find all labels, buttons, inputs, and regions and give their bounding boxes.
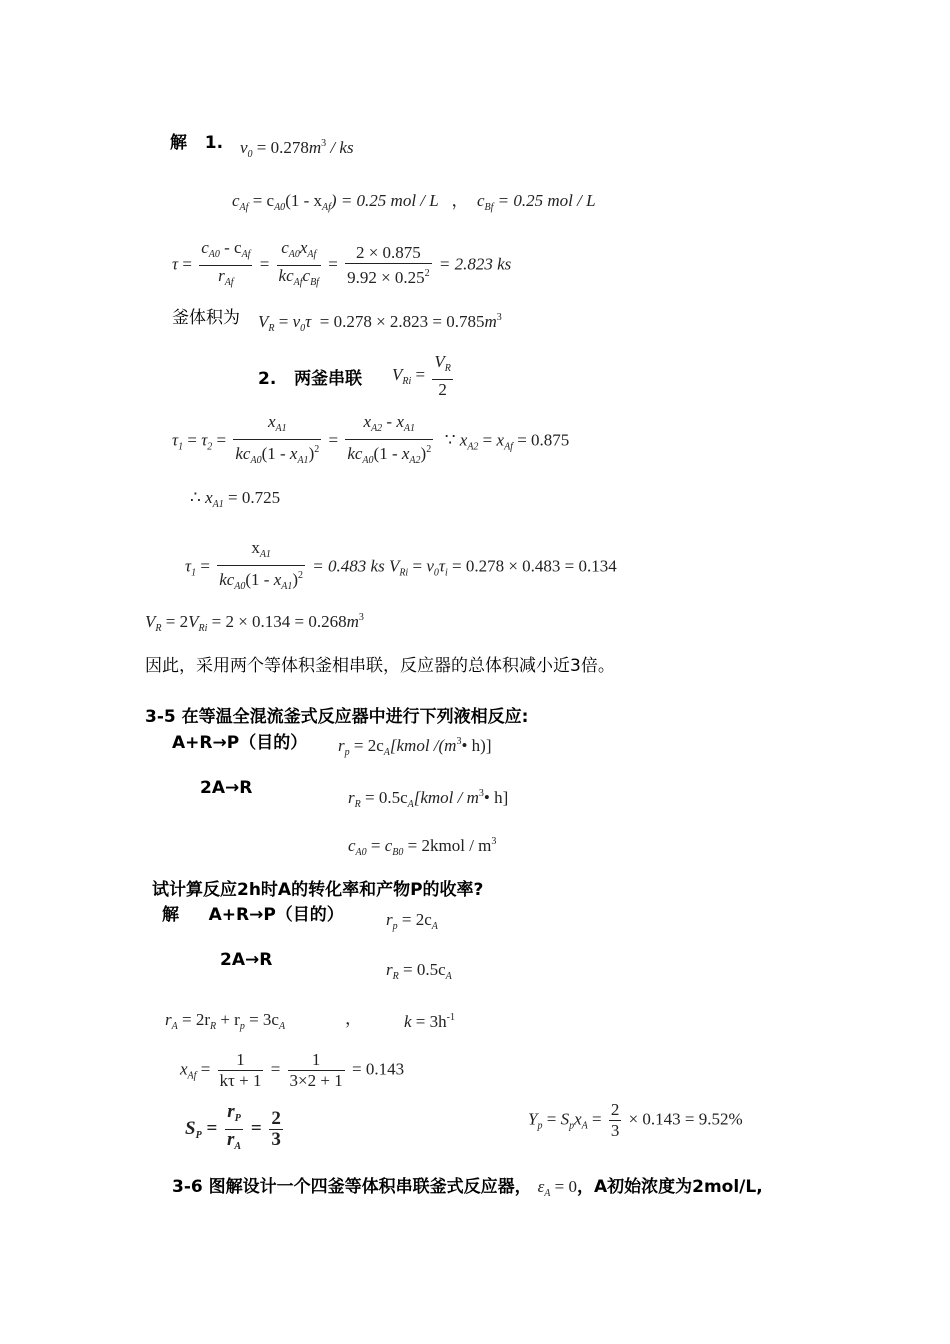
yp-num: 2 (610, 1100, 620, 1119)
tau-frac-2-num-c: c (281, 238, 289, 257)
rate-r-unit-end: • h] (483, 788, 509, 807)
rate-p-unit-end: • h)] (461, 736, 492, 755)
eq-ra-part3: = 3c (249, 1010, 279, 1029)
xaf-frac-1 (218, 1050, 264, 1091)
eq-xaf: $x_{Af}$ = $\frac{1}{k\tau + 1}$ = $\frac{1}{3\times 2 + 1}$ = 0.143 (180, 1050, 405, 1090)
problem-3-5-question: 试计算反应2h时A的转化率和产物P的收率? (152, 880, 484, 900)
solution-reaction-2: 2A→R (220, 950, 273, 970)
eq-vri: $V_{Ri}$ = $\frac{V_R}{2}$ (392, 352, 451, 399)
reaction-2: 2A→R (200, 778, 253, 798)
tau1-result: = 0.483 ks (312, 556, 385, 576)
yp-den: 3 (610, 1121, 620, 1140)
xaf-frac-1-num: 1 (218, 1050, 264, 1071)
problem-3-6-heading (172, 1172, 763, 1199)
tau12-frac-1-num: x (267, 412, 276, 431)
reaction-1: A+R→P（目的） (172, 733, 308, 753)
eq-v0-unit: / ks (330, 138, 354, 157)
solution-label (170, 128, 223, 153)
tau-frac-1: $\frac{c_{A0} - c_{Af}}{r_{Af}}$ (201, 238, 251, 288)
vri-value: = 0.278 × 0.483 = 0.134 (451, 556, 617, 576)
eq-tau: τ = $\frac{c_{A0} - c_{Af}}{r_{Af}}$ = $\frac{c_{A0}x_{Af}}{kc_{Af}c_{Bf}}$ = $\frac{2 \times 0.875}{9.92 \times 0.25^2}$ = 2.823 ks (172, 238, 511, 293)
step-2 (258, 364, 362, 389)
sol-rate-p-value: = 2c (401, 910, 432, 929)
tau-frac-2-num-x: x (299, 238, 308, 257)
xaf-frac-2 (288, 1050, 345, 1091)
xaf-frac-2-den: 3×2 + 1 (289, 1071, 343, 1090)
problem-3-6-heading-b: ，A初始浓度为2mol/L, (576, 1177, 763, 1197)
therefore-value: = 0.725 (227, 488, 281, 507)
tau12-frac-2-num: x (363, 412, 372, 431)
tau12-frac-2-den: kc (347, 444, 363, 463)
tau-frac-1-num-c: c (201, 238, 209, 257)
problem-3-5-heading: 3-5 在等温全混流釜式反应器中进行下列液相反应: (145, 707, 529, 727)
xaf-frac-1-den: kτ + 1 (219, 1071, 262, 1090)
step-1-label: 1. (204, 133, 224, 153)
rate-p-value: = 2c (353, 736, 384, 755)
tau1-symbol: τ (172, 430, 179, 450)
eq-ra-part2: + r (220, 1010, 240, 1029)
conclusion-text: 因此，采用两个等体积釜相串联，反应器的总体积减小近3倍。 (145, 656, 615, 676)
solution-3-5-jie: 解 (162, 905, 179, 925)
series-label: 两釜串联 (294, 369, 363, 389)
rate-r: $r_R$ = $0.5c_A[kmol$ / $m^3•$ h] (348, 788, 509, 810)
sol-rate-r-value: = 0.5c (402, 960, 446, 979)
tau-frac-1-den: r (218, 266, 225, 285)
eq-cbf-value: = 0.25 mol / L (497, 191, 596, 210)
tau-frac-3: $\frac{2 \times 0.875}{9.92 \times 0.25^2}$ (347, 243, 430, 287)
eq-comma: ， (451, 191, 469, 210)
solution-reaction-1: A+R→P（目的） (208, 905, 344, 925)
sol-rate-p: $r_p = 2c_A$ (386, 910, 438, 932)
eq-tau12: $\tau_1 = \tau_2$ = $\frac{x_{A1}}{kc_{A0}(1 - x_{A1})^2}$ = $\frac{x_{A2} - x_{A1}}{kc_{A0}(1 - x_{A2})^2}$ ∵ $x_{A2} = x_{Af} = 0.875$ (172, 412, 569, 471)
eps-eq: $\varepsilon_A = 0$ (537, 1177, 577, 1199)
tau12-frac-1: $\frac{x_{A1}}{kc_{A0}(1 - x_{A1})^2}$ (235, 412, 320, 466)
eq-ra: $r_A = 2r_R + r_p = 3c_A$ (165, 1010, 286, 1032)
rate-p: $r_p$ = $2c_A[kmol$ $/(m^3•$ h)] (338, 736, 492, 758)
xaf-frac-2-num: 1 (288, 1050, 345, 1071)
eq-v0-value: = 0.278 (256, 138, 309, 157)
eq-caf: $c_{Af} = c_{A0}(1 - x_{Af}) = 0.25$ mol / L ， $c_{Bf} = 0.25$ mol / L (232, 191, 596, 213)
tau-frac-1-num-minus: - c (224, 238, 242, 257)
vr2-value: = 2 × 0.134 = 0.268 (211, 612, 347, 631)
eq-vr2: $V_R = 2V_{Ri} = 2 \times 0.134 = 0.268m^3$ (145, 612, 364, 634)
tau-frac-2: $\frac{c_{A0}x_{Af}}{kc_{Af}c_{Bf}}$ (278, 238, 319, 288)
eq-k: $k = 3h^{-1}$ (404, 1012, 455, 1031)
eps-value: = 0 (554, 1177, 577, 1196)
eq-ra-part1: = 2r (181, 1010, 210, 1029)
tau-result: = 2.823 ks (438, 254, 512, 274)
therefore-symbol: ∴ (190, 488, 201, 507)
eq-yp: $Y_p = S_px_A$ = $\frac{2}{3}$ × 0.143 = 9.52% (528, 1100, 743, 1140)
rate-r-unit: [kmol / m (413, 788, 479, 807)
init-conc: $c_{A0} = c_{B0}$ = 2kmol / $m^3$ (348, 836, 497, 858)
rate-r-value: = 0.5c (364, 788, 408, 807)
rate-p-unit: [kmol /(m (389, 736, 457, 755)
eq-xa1: ∴ $x_{A1} = 0.725$ (190, 488, 281, 510)
eq-k-value: = 3h (415, 1012, 447, 1031)
eq-caf-value: = c (252, 191, 275, 210)
yp-value: × 0.143 = 9.52% (628, 1109, 743, 1129)
eq-vr: $V_R = v_0\tau = 0.278 \times 2.823 = 0.785m^3$ (258, 312, 502, 334)
because-value: = 0.875 (517, 430, 570, 450)
ra-comma: ， (345, 1009, 362, 1028)
solution-3-5 (162, 900, 344, 925)
eq-tau1: $\tau_1$ = $\frac{x_{A1}}{kc_{A0}(1 - x_{A1})^2}$ = 0.483 ks $V_{Ri} = v_0\tau_i = 0.278 \times 0.483 = 0.134$ (185, 538, 617, 592)
xaf-value: = 0.143 (351, 1059, 405, 1079)
solution-jie: 解 (170, 133, 187, 153)
sp-num: 2 (271, 1108, 281, 1129)
tau12-frac-1-den: kc (235, 444, 251, 463)
tau12-frac-2: $\frac{x_{A2} - x_{A1}}{kc_{A0}(1 - x_{A2})^2}$ (347, 412, 432, 466)
eq-vr-value: = 0.278 × 2.823 = 0.785 (319, 312, 485, 331)
init-conc-value: = 2kmol / m (407, 836, 492, 855)
step-2-label: 2. (258, 369, 277, 389)
problem-3-6-heading-a: 3-6 图解设计一个四釜等体积串联釜式反应器， (172, 1177, 532, 1197)
tau-frac-2-den: kc (278, 266, 294, 285)
eq-sp: $S_P$ = $\frac{r_P}{r_A}$ = $\frac{2}{3}$ (185, 1101, 281, 1152)
eq-caf-result: ) = 0.25 mol / L (330, 191, 439, 210)
eq-v0: $v_0 = 0.278m^3$ / ks (240, 138, 354, 160)
sol-rate-r: $r_R = 0.5c_A$ (386, 960, 452, 982)
eq-caf-tail: (1 - x (285, 191, 323, 210)
tau-frac-3-den: 9.92 × 0.25 (347, 268, 425, 287)
because-symbol: ∵ (444, 430, 456, 450)
tau-frac-3-num: 2 × 0.875 (345, 243, 432, 264)
vol-label: 釜体积为 (172, 308, 240, 328)
sp-den: 3 (271, 1129, 281, 1150)
